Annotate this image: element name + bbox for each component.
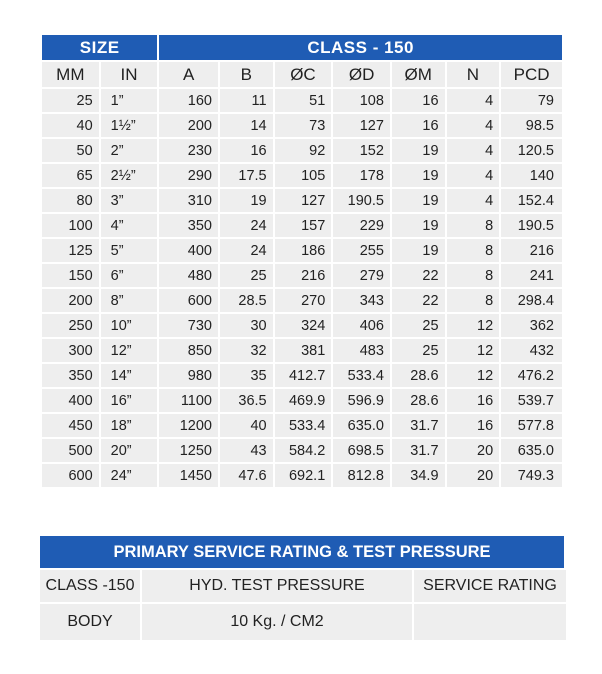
- cell-mm: 200: [42, 289, 99, 312]
- cell-a: 980: [159, 364, 218, 387]
- cell-c: 412.7: [275, 364, 332, 387]
- service-rating-label: SERVICE RATING: [414, 570, 566, 602]
- table-row: [42, 364, 562, 387]
- cell-n: 20: [447, 439, 500, 462]
- cell-in: 12”: [101, 339, 158, 362]
- cell-m: 19: [392, 139, 445, 162]
- cell-in: 2½”: [101, 164, 158, 187]
- cell-in: 1½”: [101, 114, 158, 137]
- cell-c: 270: [275, 289, 332, 312]
- cell-b: 43: [220, 439, 273, 462]
- cell-d: 127: [333, 114, 390, 137]
- column-header-row: [42, 62, 562, 87]
- cell-b: 47.6: [220, 464, 273, 487]
- cell-n: 12: [447, 314, 500, 337]
- cell-b: 24: [220, 214, 273, 237]
- cell-b: 28.5: [220, 289, 273, 312]
- cell-c: 533.4: [275, 414, 332, 437]
- size-header: SIZE: [42, 35, 157, 60]
- cell-mm: 300: [42, 339, 99, 362]
- cell-c: 324: [275, 314, 332, 337]
- cell-n: 16: [447, 389, 500, 412]
- cell-pcd: 635.0: [501, 439, 562, 462]
- cell-mm: 25: [42, 89, 99, 112]
- cell-b: 25: [220, 264, 273, 287]
- cell-d: 152: [333, 139, 390, 162]
- hyd-test-pressure-value: 10 Kg. / CM2: [142, 604, 412, 640]
- cell-n: 4: [447, 139, 500, 162]
- table-row: [42, 414, 562, 437]
- cell-c: 469.9: [275, 389, 332, 412]
- column-header-pcd: PCD: [501, 62, 562, 87]
- cell-n: 12: [447, 364, 500, 387]
- cell-pcd: 140: [501, 164, 562, 187]
- cell-pcd: 120.5: [501, 139, 562, 162]
- cell-m: 28.6: [392, 364, 445, 387]
- cell-pcd: 216: [501, 239, 562, 262]
- column-header-d: ØD: [333, 62, 390, 87]
- cell-pcd: 190.5: [501, 214, 562, 237]
- cell-pcd: 476.2: [501, 364, 562, 387]
- cell-d: 483: [333, 339, 390, 362]
- cell-c: 216: [275, 264, 332, 287]
- column-header-b: B: [220, 62, 273, 87]
- flange-dimension-table: [40, 33, 564, 489]
- cell-n: 8: [447, 214, 500, 237]
- cell-b: 16: [220, 139, 273, 162]
- cell-d: 596.9: [333, 389, 390, 412]
- cell-d: 279: [333, 264, 390, 287]
- cell-a: 230: [159, 139, 218, 162]
- cell-a: 290: [159, 164, 218, 187]
- cell-a: 1450: [159, 464, 218, 487]
- cell-mm: 80: [42, 189, 99, 212]
- cell-b: 32: [220, 339, 273, 362]
- dimension-table-body: [42, 89, 562, 487]
- cell-a: 310: [159, 189, 218, 212]
- cell-pcd: 79: [501, 89, 562, 112]
- cell-b: 36.5: [220, 389, 273, 412]
- cell-in: 10”: [101, 314, 158, 337]
- cell-mm: 600: [42, 464, 99, 487]
- cell-n: 16: [447, 414, 500, 437]
- cell-pcd: 539.7: [501, 389, 562, 412]
- cell-a: 1200: [159, 414, 218, 437]
- cell-d: 255: [333, 239, 390, 262]
- rating-header-row: [40, 570, 566, 602]
- cell-n: 4: [447, 164, 500, 187]
- cell-m: 19: [392, 214, 445, 237]
- cell-c: 105: [275, 164, 332, 187]
- cell-d: 229: [333, 214, 390, 237]
- cell-c: 381: [275, 339, 332, 362]
- body-label: BODY: [40, 604, 140, 640]
- table-row: [42, 239, 562, 262]
- column-header-c: ØC: [275, 62, 332, 87]
- service-rating-value: [414, 604, 566, 640]
- cell-a: 200: [159, 114, 218, 137]
- cell-mm: 350: [42, 364, 99, 387]
- cell-a: 730: [159, 314, 218, 337]
- hyd-test-pressure-label: HYD. TEST PRESSURE: [142, 570, 412, 602]
- cell-in: 5”: [101, 239, 158, 262]
- cell-b: 11: [220, 89, 273, 112]
- cell-c: 92: [275, 139, 332, 162]
- cell-a: 480: [159, 264, 218, 287]
- cell-b: 14: [220, 114, 273, 137]
- cell-c: 127: [275, 189, 332, 212]
- cell-pcd: 362: [501, 314, 562, 337]
- cell-m: 22: [392, 264, 445, 287]
- table-row: [42, 114, 562, 137]
- cell-mm: 500: [42, 439, 99, 462]
- cell-d: 635.0: [333, 414, 390, 437]
- cell-c: 186: [275, 239, 332, 262]
- cell-a: 1250: [159, 439, 218, 462]
- table-row: [42, 139, 562, 162]
- cell-pcd: 241: [501, 264, 562, 287]
- cell-d: 108: [333, 89, 390, 112]
- cell-n: 8: [447, 289, 500, 312]
- cell-d: 178: [333, 164, 390, 187]
- cell-mm: 40: [42, 114, 99, 137]
- cell-mm: 250: [42, 314, 99, 337]
- table-row: [42, 214, 562, 237]
- class-label: CLASS -150: [40, 570, 140, 602]
- cell-c: 157: [275, 214, 332, 237]
- cell-m: 25: [392, 339, 445, 362]
- cell-n: 8: [447, 264, 500, 287]
- cell-mm: 450: [42, 414, 99, 437]
- cell-in: 8”: [101, 289, 158, 312]
- cell-d: 406: [333, 314, 390, 337]
- cell-m: 28.6: [392, 389, 445, 412]
- cell-m: 31.7: [392, 439, 445, 462]
- cell-m: 19: [392, 164, 445, 187]
- cell-m: 22: [392, 289, 445, 312]
- table-row: [42, 314, 562, 337]
- cell-b: 40: [220, 414, 273, 437]
- table-row: [42, 439, 562, 462]
- cell-in: 1”: [101, 89, 158, 112]
- cell-pcd: 749.3: [501, 464, 562, 487]
- column-header-mm: MM: [42, 62, 99, 87]
- cell-a: 850: [159, 339, 218, 362]
- cell-in: 16”: [101, 389, 158, 412]
- cell-m: 25: [392, 314, 445, 337]
- cell-a: 600: [159, 289, 218, 312]
- cell-in: 18”: [101, 414, 158, 437]
- cell-in: 20”: [101, 439, 158, 462]
- cell-d: 698.5: [333, 439, 390, 462]
- cell-c: 51: [275, 89, 332, 112]
- table-row: [42, 164, 562, 187]
- cell-in: 14”: [101, 364, 158, 387]
- cell-a: 160: [159, 89, 218, 112]
- table-row: [42, 389, 562, 412]
- rating-title: PRIMARY SERVICE RATING & TEST PRESSURE: [40, 536, 564, 568]
- table-row: [42, 289, 562, 312]
- cell-pcd: 98.5: [501, 114, 562, 137]
- cell-a: 400: [159, 239, 218, 262]
- cell-mm: 65: [42, 164, 99, 187]
- cell-a: 350: [159, 214, 218, 237]
- cell-m: 34.9: [392, 464, 445, 487]
- cell-d: 190.5: [333, 189, 390, 212]
- cell-mm: 100: [42, 214, 99, 237]
- cell-a: 1100: [159, 389, 218, 412]
- cell-m: 16: [392, 114, 445, 137]
- cell-n: 4: [447, 89, 500, 112]
- cell-n: 4: [447, 189, 500, 212]
- column-header-n: N: [447, 62, 500, 87]
- column-header-m: ØM: [392, 62, 445, 87]
- cell-b: 17.5: [220, 164, 273, 187]
- table-row: [42, 264, 562, 287]
- cell-n: 8: [447, 239, 500, 262]
- cell-d: 343: [333, 289, 390, 312]
- cell-n: 20: [447, 464, 500, 487]
- rating-body-row: [40, 604, 566, 640]
- cell-in: 6”: [101, 264, 158, 287]
- cell-in: 4”: [101, 214, 158, 237]
- cell-d: 812.8: [333, 464, 390, 487]
- cell-b: 35: [220, 364, 273, 387]
- cell-mm: 50: [42, 139, 99, 162]
- cell-in: 24”: [101, 464, 158, 487]
- cell-m: 19: [392, 189, 445, 212]
- table-row: [42, 339, 562, 362]
- column-header-in: IN: [101, 62, 158, 87]
- table-row: [42, 464, 562, 487]
- cell-pcd: 152.4: [501, 189, 562, 212]
- cell-d: 533.4: [333, 364, 390, 387]
- table-row: [42, 189, 562, 212]
- cell-mm: 150: [42, 264, 99, 287]
- cell-c: 692.1: [275, 464, 332, 487]
- cell-pcd: 298.4: [501, 289, 562, 312]
- cell-b: 24: [220, 239, 273, 262]
- cell-m: 31.7: [392, 414, 445, 437]
- table-row: [42, 89, 562, 112]
- cell-pcd: 577.8: [501, 414, 562, 437]
- cell-m: 19: [392, 239, 445, 262]
- cell-n: 12: [447, 339, 500, 362]
- cell-n: 4: [447, 114, 500, 137]
- cell-c: 73: [275, 114, 332, 137]
- class-header: CLASS - 150: [159, 35, 562, 60]
- cell-in: 3”: [101, 189, 158, 212]
- column-header-a: A: [159, 62, 218, 87]
- cell-b: 19: [220, 189, 273, 212]
- cell-in: 2”: [101, 139, 158, 162]
- service-rating-table: [38, 568, 568, 642]
- cell-c: 584.2: [275, 439, 332, 462]
- cell-pcd: 432: [501, 339, 562, 362]
- cell-mm: 125: [42, 239, 99, 262]
- cell-m: 16: [392, 89, 445, 112]
- cell-b: 30: [220, 314, 273, 337]
- cell-mm: 400: [42, 389, 99, 412]
